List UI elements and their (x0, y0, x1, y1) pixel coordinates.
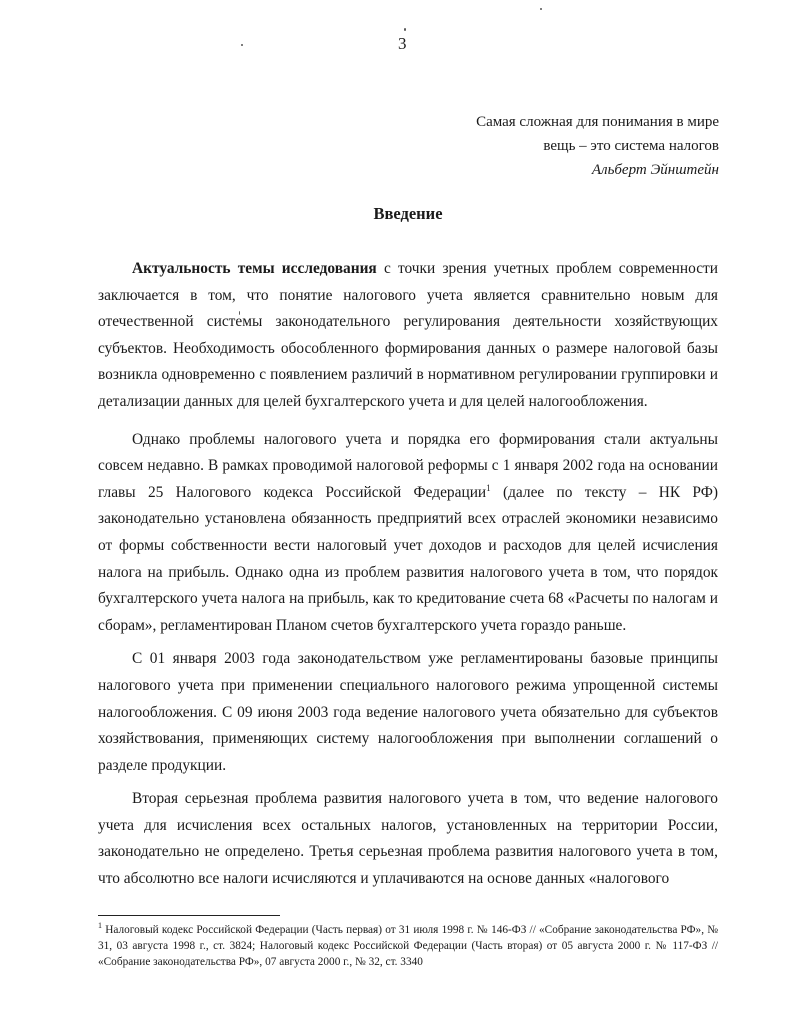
paragraph-text: С 01 января 2003 года законодательством уже регламентированы базовые принципы налогового учета при применении специального налогового режима упрощенной системы налогообложения. С 09 июня 2003 года ведение налогового учета обязательно для субъектов хозяйствования, применяющих систему налогообложения при выполнении соглашений о разделе продукции. (98, 650, 718, 774)
paragraph-relevance (98, 256, 718, 416)
scan-speck (241, 44, 243, 46)
paragraph-text: с точки зрения учетных проблем современности заключается в том, что понятие налогового учета является сравнительно новым для отечественной системы законодательного регулирования деятельности хозяйствующих субъектов. Необходимость обособленного формирования данных о размере налоговой базы возникла одновременно с появлением различий в нормативном регулировании группировки и детализации данных для целей бухгалтерского учета и для целей налогообложения. (98, 260, 718, 410)
footnote-reference[interactable]: 1 (486, 482, 491, 493)
body-text (98, 256, 718, 900)
section-title: Введение (373, 204, 443, 223)
epigraph-line-2: вещь – это система налогов (543, 138, 719, 154)
page-number: 3 (398, 34, 407, 53)
paragraph-simplified-system (98, 646, 718, 779)
paragraph-text: Вторая серьезная проблема развития налогового учета в том, что ведение налогового учета для исчисления всех остальных налогов, установленных на территории России, законодательно не определено. Третья серьезная проблема развития налогового учета в том, что абсолютно все налоги исчисляются и уплачиваются на основе данных «налогового (98, 790, 718, 888)
paragraph-tax-reform (98, 427, 718, 640)
epigraph-line-1: Самая сложная для понимания в мире (476, 114, 719, 130)
scan-speck (540, 8, 542, 10)
paragraph-text: Однако проблемы налогового учета и порядка его формирования стали актуальны совсем недавно. В рамках проводимой налоговой реформы с 1 января 2002 года на основании главы 25 Налогового кодекса Российской Федерации (98, 430, 718, 501)
paragraph-text: (далее по тексту – НК РФ) законодательно установлена обязанность предприятий всех отраслей экономики независимо от формы собственности вести налоговый учет доходов и расходов для целей исчисления налога на прибыль. Однако одна из проблем развития налогового учета в том, что порядок бухгалтерского учета налога на прибыль, как то кредитование счета 68 «Расчеты по налогам и сборам», регламентирован Планом счетов бухгалтерского учета гораздо раньше. (98, 483, 718, 634)
footnote-text: Налоговый кодекс Российской Федерации (Часть первая) от 31 июля 1998 г. № 146-ФЗ // «Собрание законодательства РФ», № 31, 03 августа 1998 г., ст. 3824; Налоговый кодекс Российской Федерации (Часть вторая) от 05 августа 2000 г. № 117-ФЗ // «Собрание законодательства РФ», 07 августа 2000 г., № 32, ст. 3340 (98, 924, 718, 968)
footnote-divider (98, 915, 280, 916)
scan-speck (404, 28, 406, 31)
footnote-marker: 1 (98, 921, 102, 931)
footnote (98, 922, 718, 970)
paragraph-lead: Актуальность темы исследования (132, 260, 377, 277)
paragraph-second-problem (98, 786, 718, 892)
epigraph-author: Альберт Эйнштейн (591, 162, 719, 178)
epigraph (399, 110, 719, 182)
